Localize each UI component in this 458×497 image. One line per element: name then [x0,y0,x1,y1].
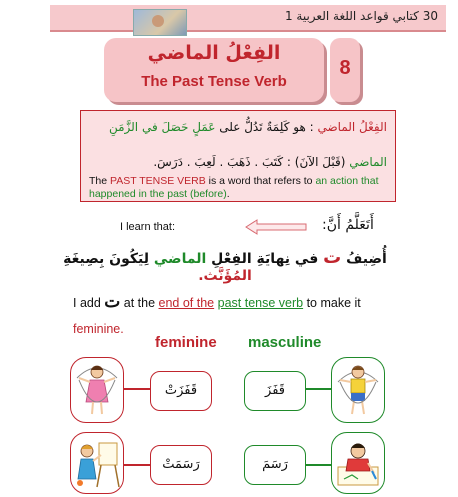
girl-jumping-picture [70,357,124,423]
page-header [50,5,446,32]
rule-en-fem: feminine. [73,322,124,336]
boy-jumping-icon [332,358,384,422]
word-feminine-1: قَفَزَتْ [150,371,212,411]
definition-en [89,175,389,201]
connector-line [305,388,332,390]
word-masculine-2: رَسَمَ [244,445,306,485]
connector-line [305,464,332,466]
connector-line [123,388,151,390]
rule-ar [60,247,390,284]
rule-ar-letter: ت [323,247,342,268]
rule-en-p4: to make it [303,296,361,310]
definition-box [80,110,396,202]
girl-drawing-picture [70,432,124,494]
definition-en-green: an action that happened in the past (before) [89,175,379,200]
learn-label-ar: أَتَعَلَّمُ أَنَّ: [322,217,374,233]
page-title: 30 كتابي قواعد اللغة العربية 1 [284,9,438,23]
boy-jumping-picture [331,357,385,423]
rule-en-underline-red: end of the [158,296,215,310]
header-photo [133,9,187,36]
lesson-title-en: The Past Tense Verb [141,73,287,90]
rule-en-letter: ت [104,292,121,311]
rule-en-p2: at the [120,296,159,310]
lesson-title-ar: الفِعْلُ الماضي [147,42,281,64]
connector-line [123,464,151,466]
girl-jumping-icon [71,358,123,422]
rule-en-p1: I add [73,296,105,310]
definition-term2: الماضي [349,155,387,169]
rule-ar-fem: المُؤَنَّث. [198,268,252,284]
definition-text1: : هو كَلِمَةٌ تَدُلُّ على [219,120,314,134]
arrow-left-icon [245,219,307,235]
rule-ar-p3: لِيَكُونَ بِصِيغَةِ [63,251,154,267]
girl-painting-icon [71,433,123,493]
rule-en [73,289,393,342]
boy-drawing-picture [331,432,385,494]
definition-term: الفِعْلُ الماضي [317,120,387,134]
definition-en-term: PAST TENSE VERB [110,175,206,187]
learn-label-en: I learn that: [120,221,176,233]
lesson-number: 8 [339,57,351,79]
rule-ar-p1: أُضِيفُ [341,251,387,267]
definition-green-text: عَمَلٍ حَصَلَ في الزَّمَنِ [108,120,216,134]
definition-text2: (قَبْلَ الآنَ) : كَتَبَ . ذَهَبَ . لَعِبَ . دَرَسَ. [153,155,346,169]
rule-en-underline-green: past tense verb [217,296,304,310]
feminine-label: feminine [155,334,217,351]
lesson-number-box [330,38,360,102]
definition-en-pre: The [89,175,111,187]
word-feminine-2: رَسَمَتْ [150,445,212,485]
word-masculine-1: قَفَزَ [244,371,306,411]
definition-en-mid: is a word that refers to [205,175,316,187]
lesson-title-box [104,38,324,102]
rule-ar-verb: الماضي [153,251,207,267]
definition-en-end: . [226,188,230,200]
masculine-label: masculine [248,334,322,351]
rule-ar-p2: في نِهايَةِ الفِعْلِ [206,251,324,267]
definition-ar-line2 [87,155,387,169]
boy-drawing-icon [332,433,384,493]
definition-ar-line1 [87,117,387,137]
